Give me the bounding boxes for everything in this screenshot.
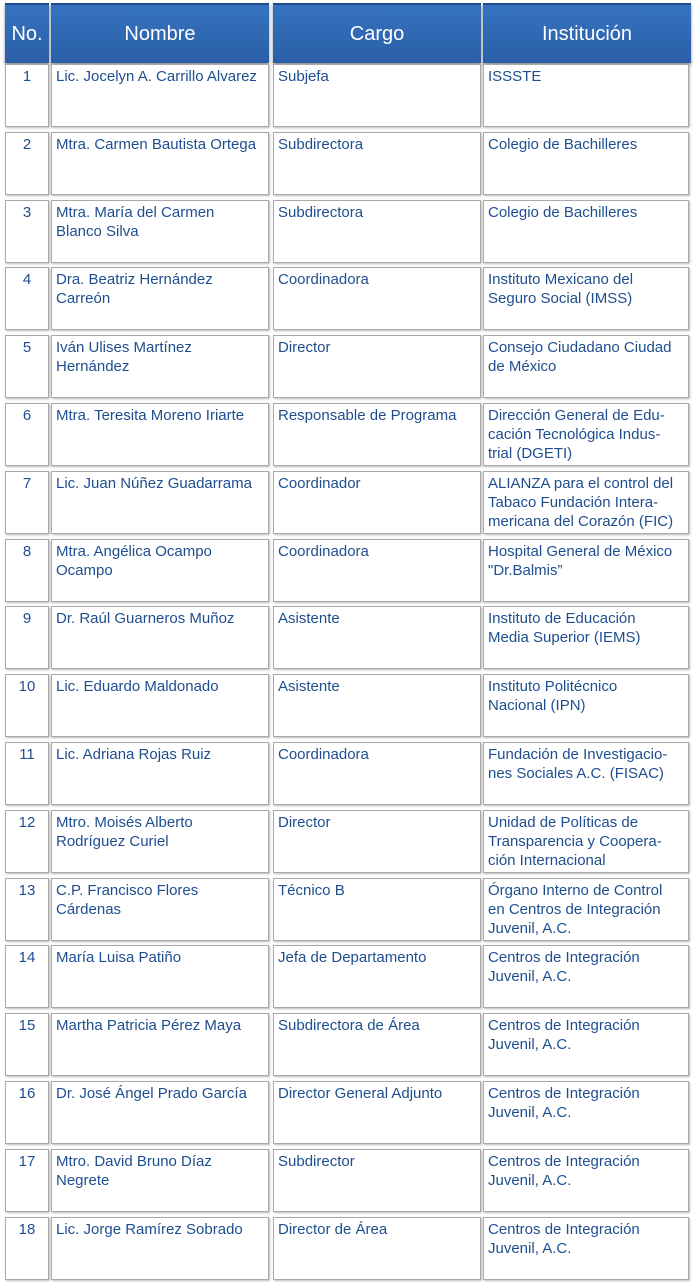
cell-nombre: Martha Patricia Pérez Maya <box>51 1013 269 1076</box>
cell-no: 13 <box>5 878 49 941</box>
cell-institucion: Fundación de Investigacio- nes Sociales A.C. (FISAC) <box>483 742 689 805</box>
table-row <box>5 944 691 1012</box>
header-institucion-label: Institución <box>541 23 633 45</box>
table-row <box>5 199 691 267</box>
table-row <box>5 1012 691 1080</box>
cell-no: 3 <box>5 200 49 263</box>
cell-nombre: C.P. Francisco Flores Cárdenas <box>51 878 269 941</box>
table-row <box>5 538 691 606</box>
header-cargo <box>273 3 481 63</box>
cell-no: 7 <box>5 471 49 534</box>
cell-cargo: Subdirectora de Área <box>273 1013 481 1076</box>
table-row <box>5 605 691 673</box>
cell-no: 6 <box>5 403 49 466</box>
cell-institucion: Instituto de Educación Media Superior (IEMS) <box>483 606 689 669</box>
cell-nombre: Mtro. Moisés Alberto Rodríguez Curiel <box>51 810 269 873</box>
table-row <box>5 1216 691 1284</box>
cell-cargo: Coordinadora <box>273 539 481 602</box>
cell-institucion: Centros de Integración Juvenil, A.C. <box>483 1149 689 1212</box>
table-row <box>5 1148 691 1216</box>
cell-institucion: ISSSTE <box>483 64 689 127</box>
cell-nombre: Mtra. Teresita Moreno Iriarte <box>51 403 269 466</box>
table-row <box>5 741 691 809</box>
table-row <box>5 809 691 877</box>
cell-no: 17 <box>5 1149 49 1212</box>
cell-institucion: Dirección General de Edu- cación Tecnológica Indus- trial (DGETI) <box>483 403 689 466</box>
cell-no: 8 <box>5 539 49 602</box>
cell-institucion: Consejo Ciudadano Ciudad de México <box>483 335 689 398</box>
cell-nombre: Mtra. Carmen Bautista Ortega <box>51 132 269 195</box>
cell-cargo: Subdirectora <box>273 132 481 195</box>
cell-no: 2 <box>5 132 49 195</box>
cell-institucion: Colegio de Bachilleres <box>483 200 689 263</box>
cell-institucion: Hospital General de México "Dr.Balmis” <box>483 539 689 602</box>
cell-institucion: Unidad de Políticas de Transparencia y Coopera- ción Internacional <box>483 810 689 873</box>
cell-institucion: Colegio de Bachilleres <box>483 132 689 195</box>
table-body <box>5 63 691 1283</box>
table-row <box>5 266 691 334</box>
cell-cargo: Subdirector <box>273 1149 481 1212</box>
cell-nombre: Lic. Adriana Rojas Ruiz <box>51 742 269 805</box>
table-header <box>5 3 691 63</box>
cell-institucion: Instituto Politécnico Nacional (IPN) <box>483 674 689 737</box>
header-cargo-label: Cargo <box>349 23 405 45</box>
cell-cargo: Coordinador <box>273 471 481 534</box>
header-no <box>5 3 49 63</box>
cell-cargo: Asistente <box>273 606 481 669</box>
cell-cargo: Jefa de Departamento <box>273 945 481 1008</box>
table-row <box>5 402 691 470</box>
table-row <box>5 877 691 945</box>
table-row <box>5 673 691 741</box>
cell-no: 18 <box>5 1217 49 1280</box>
cell-nombre: María Luisa Patiño <box>51 945 269 1008</box>
cell-cargo: Director <box>273 810 481 873</box>
header-nombre <box>51 3 269 63</box>
cell-no: 16 <box>5 1081 49 1144</box>
cell-cargo: Director de Área <box>273 1217 481 1280</box>
cell-cargo: Responsable de Programa <box>273 403 481 466</box>
cell-nombre: Dr. José Ángel Prado García <box>51 1081 269 1144</box>
cell-nombre: Lic. Juan Núñez Guadarrama <box>51 471 269 534</box>
cell-nombre: Lic. Jorge Ramírez Sobrado <box>51 1217 269 1280</box>
table-row <box>5 63 691 131</box>
cell-nombre: Lic. Eduardo Maldonado <box>51 674 269 737</box>
cell-no: 9 <box>5 606 49 669</box>
cell-nombre: Dr. Raúl Guarneros Muñoz <box>51 606 269 669</box>
header-no-label: No. <box>11 23 43 45</box>
cell-no: 11 <box>5 742 49 805</box>
header-nombre-label: Nombre <box>124 23 196 45</box>
table-row <box>5 470 691 538</box>
cell-no: 5 <box>5 335 49 398</box>
cell-cargo: Director General Adjunto <box>273 1081 481 1144</box>
cell-no: 12 <box>5 810 49 873</box>
table-row <box>5 1080 691 1148</box>
cell-cargo: Asistente <box>273 674 481 737</box>
cell-cargo: Subdirectora <box>273 200 481 263</box>
cell-institucion: ALIANZA para el control del Tabaco Fundación Intera- mericana del Corazón (FIC) <box>483 471 689 534</box>
table-row <box>5 334 691 402</box>
table-row <box>5 131 691 199</box>
cell-cargo: Coordinadora <box>273 742 481 805</box>
cell-cargo: Director <box>273 335 481 398</box>
cell-institucion: Centros de Integración Juvenil, A.C. <box>483 945 689 1008</box>
cell-nombre: Dra. Beatriz Hernández Carreón <box>51 267 269 330</box>
cell-no: 14 <box>5 945 49 1008</box>
cell-nombre: Lic. Jocelyn A. Carrillo Alvarez <box>51 64 269 127</box>
cell-nombre: Iván Ulises Martínez Hernández <box>51 335 269 398</box>
cell-institucion: Centros de Integración Juvenil, A.C. <box>483 1081 689 1144</box>
cell-no: 1 <box>5 64 49 127</box>
cell-no: 15 <box>5 1013 49 1076</box>
cell-nombre: Mtra. Angélica Ocampo Ocampo <box>51 539 269 602</box>
cell-institucion: Instituto Mexicano del Seguro Social (IMSS) <box>483 267 689 330</box>
participants-table <box>5 3 691 1283</box>
cell-cargo: Coordinadora <box>273 267 481 330</box>
cell-cargo: Técnico B <box>273 878 481 941</box>
cell-no: 10 <box>5 674 49 737</box>
cell-institucion: Centros de Integración Juvenil, A.C. <box>483 1217 689 1280</box>
cell-institucion: Órgano Interno de Control en Centros de Integración Juvenil, A.C. <box>483 878 689 941</box>
header-institucion <box>483 3 691 63</box>
cell-nombre: Mtra. María del Carmen Blanco Silva <box>51 200 269 263</box>
cell-nombre: Mtro. David Bruno Díaz Negrete <box>51 1149 269 1212</box>
cell-institucion: Centros de Integración Juvenil, A.C. <box>483 1013 689 1076</box>
cell-cargo: Subjefa <box>273 64 481 127</box>
cell-no: 4 <box>5 267 49 330</box>
